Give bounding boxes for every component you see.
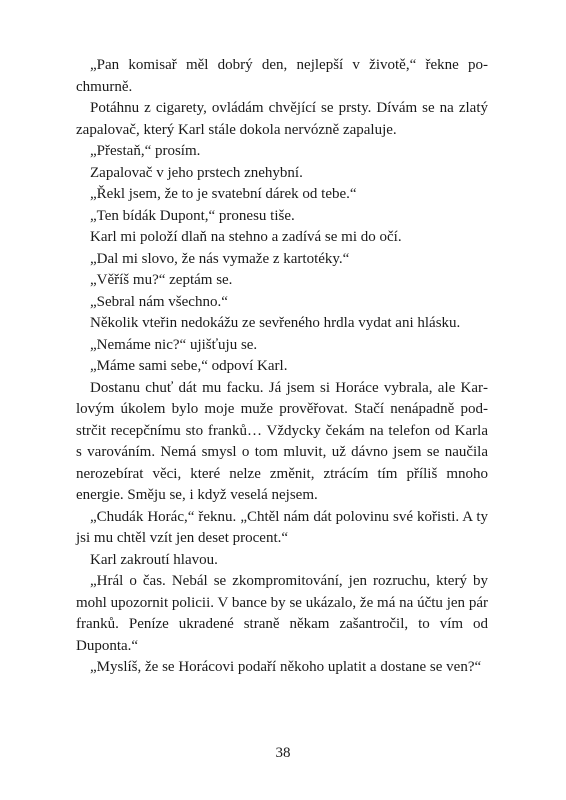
- paragraph: „Máme sami sebe,“ odpoví Karl.: [90, 358, 288, 374]
- paragraph: „Myslíš, že se Horácovi podaří někoho uplatit a dostane se ven?“: [90, 659, 482, 675]
- paragraph: Zapalovač v jeho prstech znehybní.: [90, 164, 303, 181]
- paragraph: „Chudák Horác,“ řeknu. „Chtěl nám dát polovinu své kořisti. A ty jsi mu chtěl vzít jen deset procent.“: [76, 508, 488, 546]
- paragraph: „Nemáme nic?“ ujišťuju se.: [90, 336, 258, 353]
- paragraph: „Řekl jsem, že to je svatební dárek od tebe.“: [90, 186, 357, 202]
- paragraph: Několik vteřin nedokážu ze sevřeného hrdla vydat ani hlásku.: [90, 315, 461, 331]
- paragraph: „Věříš mu?“ zeptám se.: [90, 272, 233, 288]
- paragraph: „Přestaň,“ prosím.: [90, 143, 201, 159]
- paragraph: Dostanu chuť dát mu facku. Já jsem si Horáce vybrala, ale Karlovým úkolem bylo moje muže prověřovat. Stačí nenápadně podstrčit recepčnímu sto franků… Vždycky čekám na telefon od Karla s varováním. Nemá smysl o tom mluvit, už dávno jsem se naučila nerozebírat věci, které nelze změnit, ztrácím tím příliš mnoho energie. Směju se, i když veselá nejsem.: [76, 379, 488, 503]
- paragraph: „Dal mi slovo, že nás vymaže z kartotéky.“: [90, 250, 350, 267]
- paragraph: Karl mi položí dlaň na stehno a zadívá se mi do očí.: [90, 229, 402, 245]
- paragraph: „Hrál o čas. Nebál se zkompromitování, jen rozruchu, který by mohl upozornit policii. V bance by se ukázalo, že má na účtu jen pár franků. Peníze ukradené straně někam zašantročil, to vím od Duponta.“: [76, 573, 488, 654]
- paragraph: Karl zakroutí hlavou.: [90, 551, 218, 568]
- paragraph: „Sebral nám všechno.“: [90, 293, 228, 310]
- paragraph: „Ten bídák Dupont,“ pronesu tiše.: [90, 207, 295, 224]
- body-text: [76, 55, 488, 679]
- page-number: 38: [275, 745, 291, 761]
- paragraph: „Pan komisař měl dobrý den, nejlepší v životě,“ řekne pochmurně.: [76, 57, 488, 95]
- paragraph: Potáhnu z cigarety, ovládám chvějící se prsty. Dívám se na zlatý zapalovač, který Karl stále dokola nervózně zapaluje.: [76, 100, 488, 138]
